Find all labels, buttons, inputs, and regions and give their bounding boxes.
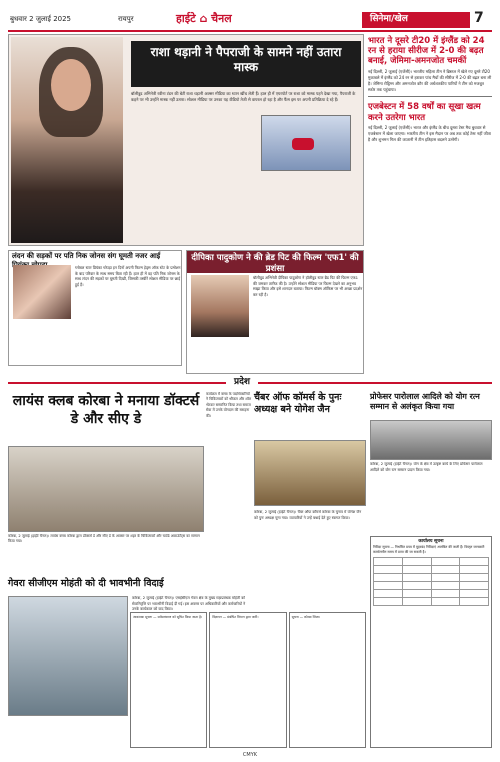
print-color-marker: CMYK	[242, 752, 258, 758]
issue-date: बुधवार 2 जुलाई 2025	[10, 15, 72, 23]
mask-shape	[292, 138, 314, 150]
chopra-body: ग्लोबल स्टार प्रियंका चोपड़ा इन दिनों अपनी फिल्म हेड्स ऑफ स्टेट के प्रमोशन के बाद परिवार के साथ समय बिता रही हैं। हाल ही में वह पति निक जोनस के साथ लंदन की सड़कों पर घूमती दिखीं, जिसकी तस्वीरें सोशल मीडिया पर छाई हुई हैं।	[75, 265, 181, 288]
lions-photo	[8, 446, 204, 532]
section-divider	[0, 376, 500, 390]
professor-photo	[370, 420, 492, 460]
cricket-body: नई दिल्ली, 2 जुलाई (एजेंसी)। भारतीय महिला टीम ने ब्रिस्टल में खेले गए दूसरे टी20 मुकाबले में इंग्लैंड को 24 रन से हराकर पांच मैचों की सीरीज में 2-0 की बढ़त बना ली है। जेमिमा रोड्रिग्स और अमनजोत कौर की अर्धशतकीय पारियों ने टीम को मजबूत स्कोर तक पहुंचाया।	[368, 68, 492, 93]
edgbaston-headline: एजबेस्टन में 58 वर्षों का सूखा खत्म करने उतरेगा भारत	[368, 102, 481, 123]
page-number: 7	[474, 10, 484, 26]
deepika-headline: दीपिका पादुकोण ने की ब्रेड पिट की फिल्म 'एफ1' की प्रशंसा	[187, 251, 363, 273]
tender-table	[373, 557, 489, 606]
lions-column: कार्यक्रम में क्लब के पदाधिकारियों ने चिकित्सकों को श्रीफल और शॉल भेंटकर सम्मानित किया तथा समाज सेवा में उनके योगदान की सराहना की।	[206, 392, 252, 418]
cricket-headline: भारत ने दूसरे टी20 में इंग्लैंड को 24 रन से हराया सीरीज में 2-0 की बढ़त बनाई, जेमिमा-अमनजोत चमकीं	[368, 36, 485, 67]
tender-body: निविदा सूचना — निर्धारित प्रपत्र में मुहरबंद निविदाएं आमंत्रित की जाती हैं। विस्तृत जानकारी कार्यालयीन समय में प्राप्त की जा सकती है।	[373, 544, 485, 554]
deepika-photo	[191, 275, 249, 337]
masthead-brand: हाईटे ⌂ चैनल	[176, 12, 232, 25]
tender-notice	[370, 536, 492, 748]
deepika-story	[186, 250, 364, 374]
deepika-body: बॉलीवुड अभिनेत्री दीपिका पादुकोण ने हॉलीवुड स्टार ब्रैड पिट की फिल्म एफ1 की जमकर तारीफ की है। उन्होंने सोशल मीडिया पर फिल्म देखने का अनुभव साझा किया और इसे शानदार बताया। फिल्म बॉक्स ऑफिस पर भी अच्छा प्रदर्शन कर रही है।	[253, 275, 363, 298]
notice-item: विज्ञापन — संबंधित विभाग द्वारा जारी।	[209, 612, 286, 748]
page-header	[0, 0, 500, 34]
classified-notices	[130, 612, 366, 748]
gevra-headline: गेवरा सीजीएम मोहंती को दी भावभीनी विदाई	[8, 578, 164, 589]
tender-heading: कार्यालय सूचना	[418, 539, 444, 544]
chopra-headline: लंदन की सड़कों पर पति निक जोनस संग घूमती नजर आई	[12, 252, 161, 260]
sports-column	[368, 34, 492, 374]
chamber-body: कोरबा, 2 जुलाई (हाईटे चैनल)। चैंबर ऑफ कॉमर्स कोरबा के चुनाव में योगेश जैन को पुनः अध्यक्ष चुना गया। व्यापारियों ने उन्हें बधाई देते हुए स्वागत किया।	[254, 510, 362, 520]
divider	[368, 96, 492, 97]
gevra-body: कोरबा, 2 जुलाई (हाईटे चैनल)। एसईसीएल गेवरा क्षेत्र के मुख्य महाप्रबंधक मोहंती को सेवानिवृत्ति पर भावभीनी विदाई दी गई। इस अवसर पर अधिकारियों और कर्मचारियों ने उनके कार्यकाल को याद किया।	[132, 596, 246, 612]
professor-headline: प्रोफेसर पारोलाल आदिले को योग रत्न सम्मान से अलंकृत किया गया	[370, 392, 480, 412]
lead-story	[8, 34, 364, 246]
notice-item: आवश्यक सूचना — सर्वसाधारण को सूचित किया जाता है।	[130, 612, 207, 748]
section-tab: सिनेमा/खेल	[362, 12, 470, 28]
lead-body: बॉलीवुड अभिनेत्री रवीना टंडन की बेटी राशा थड़ानी अक्सर मीडिया का ध्यान खींच लेती हैं। हाल ही में एयरपोर्ट पर राशा को मास्क पहने देखा गया, पैपराजी के कहने पर भी उन्होंने मास्क नहीं उतारा। सोशल मीडिया पर उनका यह वीडियो तेजी से वायरल हो रहा है और फैंस इस पर अपनी प्रतिक्रिया दे रहे हैं।	[131, 91, 356, 103]
photo-face-shape	[51, 59, 91, 111]
section-label: प्रदेश	[226, 377, 258, 388]
lions-headline: लायंस क्लब कोरबा ने मनाया डॉक्टर्स डे और सीए डे	[12, 393, 200, 428]
edgbaston-body: नई दिल्ली, 2 जुलाई (एजेंसी)। भारत और इंग्लैंड के बीच दूसरा टेस्ट मैच बुधवार से एजबेस्टन में खेला जाएगा। भारतीय टीम ने इस मैदान पर अब तक कोई टेस्ट नहीं जीता है और शुभमन गिल की कप्तानी में टीम इतिहास बदलने उतरेगी।	[368, 124, 491, 143]
lead-photo	[11, 37, 123, 243]
chopra-photo	[13, 265, 71, 319]
inset-photo	[261, 115, 351, 171]
chamber-photo	[254, 440, 366, 506]
lead-headline: राशा थड़ानी ने पैपराजी के सामने नहीं उतारा मास्क	[131, 41, 361, 87]
chamber-headline: चैंबर ऑफ कॉमर्स के पुनः अध्यक्ष बने योगेश जैन	[254, 392, 342, 416]
notice-item: सूचना — कोरबा जिला।	[289, 612, 366, 748]
edition-city: रायपुर	[118, 15, 134, 23]
professor-body: कोरबा, 2 जुलाई (हाईटे चैनल)। योग के क्षेत्र में उत्कृष्ट कार्य के लिए प्रोफेसर पारोलाल आदिले को योग रत्न सम्मान प्रदान किया गया।	[370, 462, 483, 472]
header-rule	[8, 30, 492, 32]
chopra-story	[8, 250, 182, 366]
gevra-photo	[8, 596, 128, 716]
lions-body: कोरबा, 2 जुलाई (हाईटे चैनल)। लायंस क्लब कोरबा द्वारा डॉक्टर्स डे और सीए डे के अवसर पर शहर के चिकित्सकों और चार्टर्ड अकाउंटेंट्स का सम्मान किया गया।	[8, 534, 200, 544]
